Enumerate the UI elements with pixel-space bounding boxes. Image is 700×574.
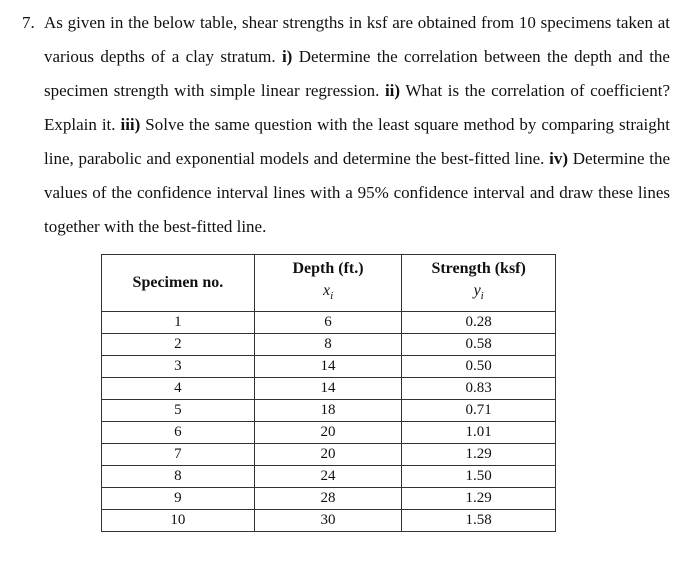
cell-depth: 14: [254, 378, 402, 400]
cell-strength: 0.50: [402, 356, 556, 378]
cell-specimen: 4: [102, 378, 255, 400]
table-row: [102, 334, 556, 356]
part-label-i: i): [281, 47, 293, 66]
problem-text-segment: Determine the correlation between the depth and the specimen strength with simple linear regression.: [44, 47, 670, 100]
table-row: [102, 444, 556, 466]
table-row: [102, 400, 556, 422]
problem-text-segment: Solve the same question with the least square method by comparing straight line, parabolic and exponential models and determine the best-fitted line.: [44, 115, 670, 168]
cell-specimen: 9: [102, 488, 255, 510]
cell-specimen: 2: [102, 334, 255, 356]
cell-depth: 14: [254, 356, 402, 378]
cell-strength: 1.29: [402, 444, 556, 466]
table-row: [102, 422, 556, 444]
table-row: [102, 466, 556, 488]
header-strength-variable: $y_i$: [473, 282, 484, 303]
cell-strength: 0.83: [402, 378, 556, 400]
table-row: [102, 488, 556, 510]
problem-number: 7.: [22, 13, 35, 32]
problem-text-segment: What is the correlation of coefficient? Explain it.: [44, 81, 670, 134]
part-label-ii: ii): [384, 81, 401, 100]
cell-strength: 0.28: [402, 312, 556, 334]
table-header-row: [102, 255, 556, 312]
cell-depth: 30: [254, 510, 402, 532]
table-row: [102, 378, 556, 400]
cell-depth: 20: [254, 422, 402, 444]
cell-specimen: 6: [102, 422, 255, 444]
table-row: [102, 356, 556, 378]
specimen-data-table: [101, 254, 556, 532]
part-label-iv: iv): [549, 149, 569, 168]
cell-depth: 18: [254, 400, 402, 422]
cell-depth: 20: [254, 444, 402, 466]
cell-strength: 0.58: [402, 334, 556, 356]
cell-depth: 24: [254, 466, 402, 488]
part-label-iii: iii): [120, 115, 141, 134]
cell-depth: 6: [254, 312, 402, 334]
cell-strength: 0.71: [402, 400, 556, 422]
problem-text-segment: As given in the below table, shear strengths in ksf are obtained from 10 specimens taken at various depths of a clay stratum.: [44, 13, 670, 66]
cell-specimen: 7: [102, 444, 255, 466]
header-strength: [402, 255, 556, 312]
problem-text: [44, 6, 670, 244]
cell-strength: 1.29: [402, 488, 556, 510]
cell-depth: 28: [254, 488, 402, 510]
header-specimen-label: Specimen no.: [132, 274, 224, 291]
cell-specimen: 1: [102, 312, 255, 334]
cell-strength: 1.01: [402, 422, 556, 444]
cell-specimen: 5: [102, 400, 255, 422]
problem-text-segment: Determine the values of the confidence interval lines with a 95% confidence interval and draw these lines together with the best-fitted line.: [44, 149, 670, 236]
header-strength-label: Strength (ksf): [431, 260, 526, 278]
table-row: [102, 312, 556, 334]
problem-statement: [22, 6, 670, 244]
header-depth-variable: $x_i$: [322, 282, 334, 303]
cell-depth: 8: [254, 334, 402, 356]
header-depth: [254, 255, 402, 312]
cell-specimen: 10: [102, 510, 255, 532]
cell-strength: 1.58: [402, 510, 556, 532]
header-depth-label: Depth (ft.): [292, 260, 364, 278]
table-row: [102, 510, 556, 532]
cell-specimen: 8: [102, 466, 255, 488]
cell-strength: 1.50: [402, 466, 556, 488]
header-specimen-no: [102, 255, 255, 312]
cell-specimen: 3: [102, 356, 255, 378]
